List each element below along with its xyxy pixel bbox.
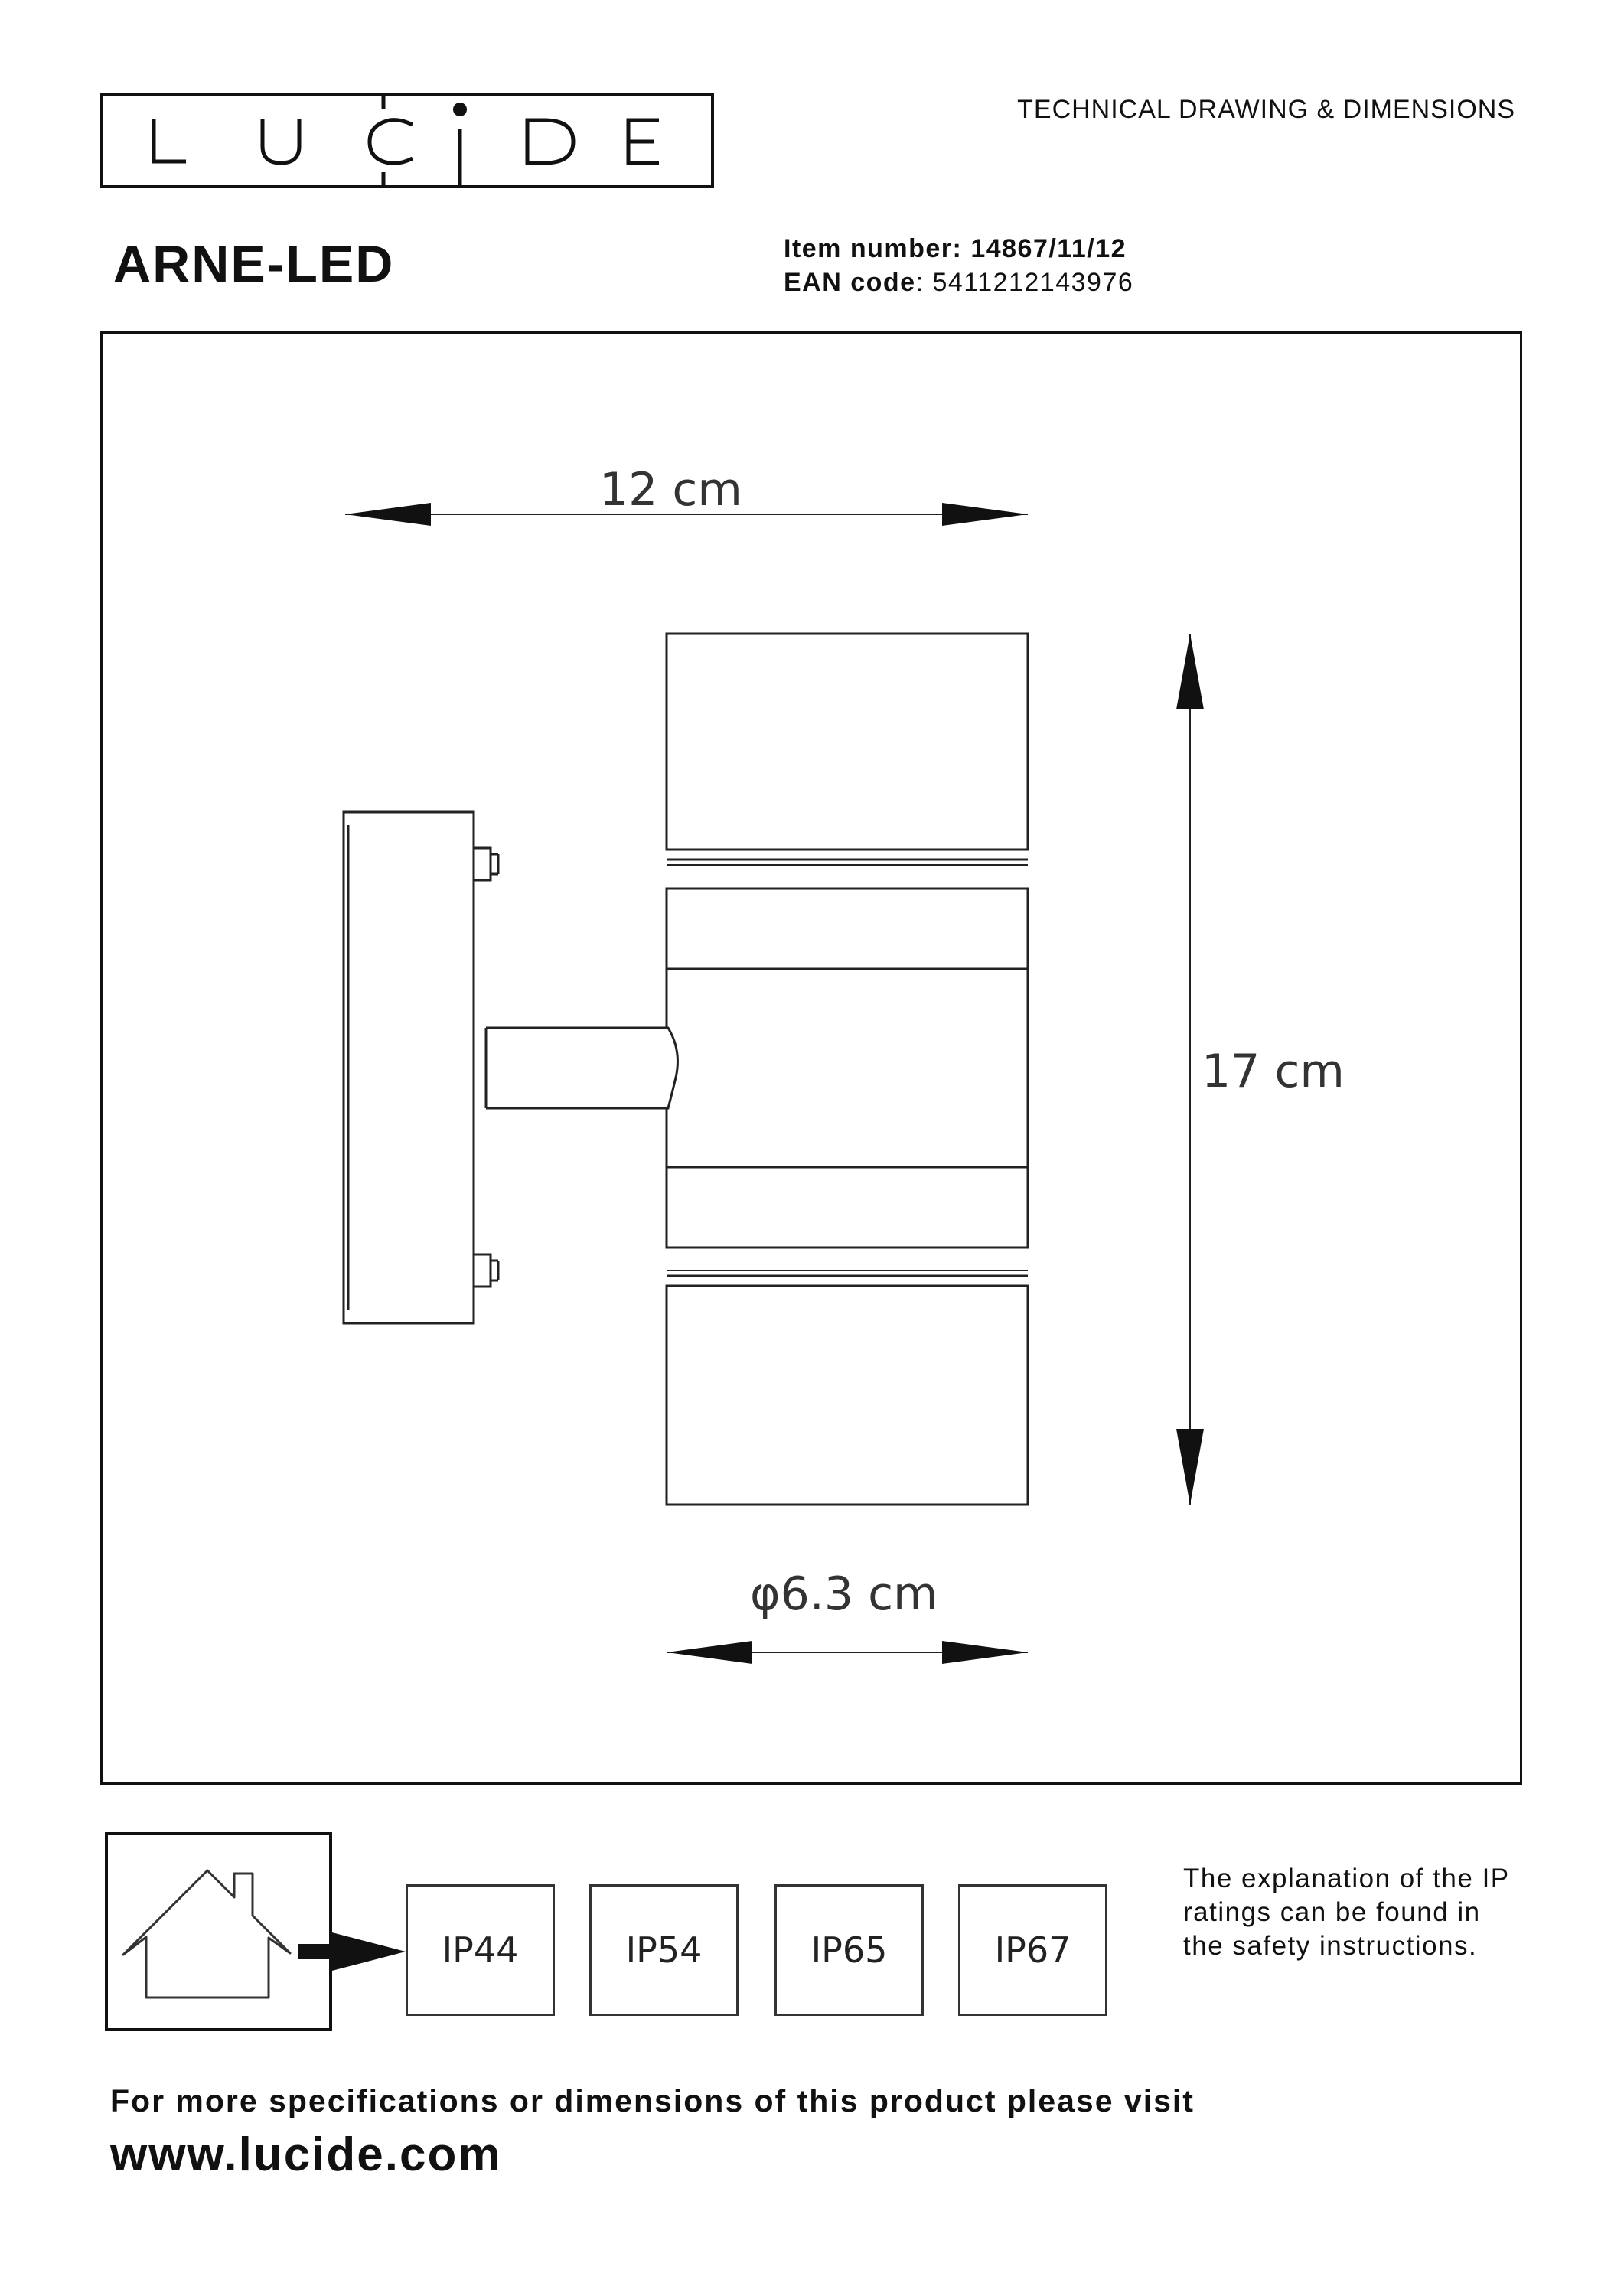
- width-dimension-label: 12 cm: [599, 463, 742, 517]
- height-dimension-label: 17 cm: [1202, 1045, 1345, 1098]
- ip-rating-box: IP44: [406, 1884, 555, 2016]
- product-name: ARNE-LED: [113, 235, 395, 293]
- house-icon: [108, 1835, 329, 2028]
- ip-rating-box: IP67: [958, 1884, 1107, 2016]
- ip-rating-note: The explanation of the IP ratings can be found in the safety instructions.: [1183, 1864, 1510, 1961]
- item-number-label: Item number:: [784, 234, 963, 263]
- ean-code-line: [784, 268, 1133, 298]
- footer-text: For more specifications or dimensions of this product please visit: [110, 2083, 1195, 2118]
- ip-rating-box: IP65: [774, 1884, 924, 2016]
- arrow-right-icon: [298, 1927, 406, 1976]
- website-link[interactable]: www.lucide.com: [110, 2128, 502, 2181]
- ip-rating-box: IP54: [589, 1884, 739, 2016]
- item-number-value: 14867/11/12: [970, 234, 1127, 263]
- item-number-line: [784, 234, 1127, 264]
- document-heading: TECHNICAL DRAWING & DIMENSIONS: [1017, 95, 1515, 124]
- ean-code-value: : 5411212143976: [915, 268, 1134, 297]
- diameter-dimension-label: φ6.3 cm: [750, 1567, 938, 1621]
- lucide-logo: [100, 93, 714, 188]
- ean-code-label: EAN code: [784, 268, 916, 297]
